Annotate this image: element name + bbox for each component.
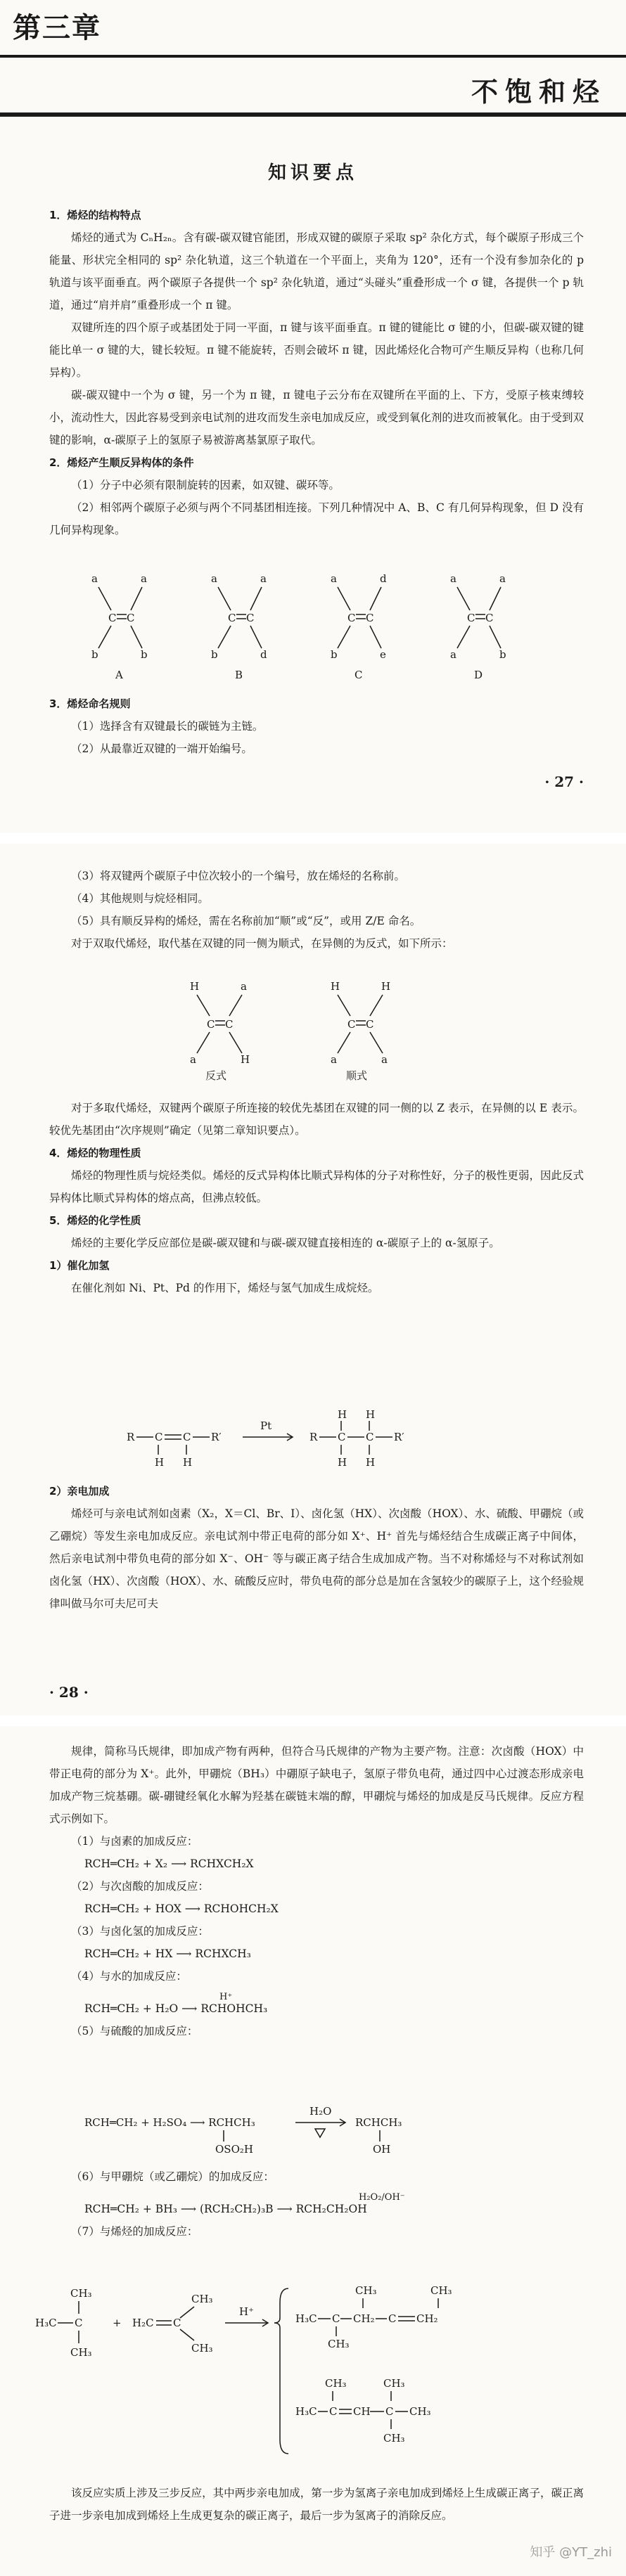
- paragraph: 烯烃的通式为 CₙH₂ₙ。含有碳-碳双键官能团，形成双键的碳原子采取 sp² 杂化方式，每个碳原子形成三个能量、形状完全相同的 sp² 杂化轨道，这三个轨道在一个平面上，夹角为 120°，还有一个没有参加杂化的 p 轨道与该平面垂直。两个碳原子各提供一个 sp² 杂化轨道，通过“头碰头”重叠形成一个 σ 键，各提供一个 p 轨道，通过“肩并肩”重叠形成一个 π 键。: [49, 231, 584, 311]
- svg-text:C: C: [385, 2405, 394, 2418]
- page3-body-3: [49, 2482, 584, 2527]
- svg-text:H₃C: H₃C: [35, 2317, 57, 2329]
- svg-text:a: a: [190, 1053, 196, 1066]
- svg-text:a: a: [91, 572, 98, 585]
- watermark: 知乎 @YT_zhi: [530, 2545, 612, 2560]
- svg-text:R′: R′: [394, 1431, 404, 1443]
- page1-body-2: [49, 693, 584, 760]
- sulfuric-substituent: OSO₂H: [215, 2143, 253, 2156]
- reaction-title: （5）与硫酸的加成反应：: [71, 2025, 198, 2037]
- svg-text:H₃C: H₃C: [295, 2405, 317, 2418]
- molecule-a: [91, 572, 148, 681]
- reaction-title: （2）与次卤酸的加成反应：: [71, 1880, 209, 1893]
- svg-text:H: H: [190, 980, 200, 993]
- svg-text:CH₃: CH₃: [328, 2338, 350, 2350]
- svg-text:a: a: [211, 572, 217, 585]
- header-rule-thick: [0, 112, 626, 117]
- cis-label: 顺式: [346, 1069, 368, 1082]
- svg-text:C: C: [127, 612, 135, 624]
- reaction-title: （4）与水的加成反应：: [71, 1970, 187, 1983]
- paragraph: （2）从最靠近双键的一端开始编号。: [71, 742, 253, 755]
- paragraph: 对于多取代烯烃，双键两个碳原子所连接的较优先基团在双键的同一侧的以 Z 表示，在异侧的以 E 表示。较优先基团由“次序规则”确定（见第二章知识要点）。: [49, 1102, 584, 1137]
- svg-text:C: C: [173, 2317, 181, 2329]
- svg-text:C: C: [347, 1018, 356, 1031]
- svg-text:C: C: [108, 612, 117, 624]
- product-substituent: OH: [373, 2143, 391, 2156]
- cis-trans-figure: [0, 977, 626, 1083]
- page2-body: [49, 865, 584, 955]
- svg-text:a: a: [331, 572, 337, 585]
- paragraph: （5）具有顺反异构的烯烃，需在名称前加“顺”或“反”，或用 Z/E 命名。: [71, 915, 421, 927]
- paragraph: 该反应实质上涉及三步反应，其中两步亲电加成，第一步为氢离子亲电加成到烯烃上生成碳正离子，碳正离子进一步亲电加成到烯烃上生成更复杂的碳正离子，最后一步为氢离子的消除反应。: [49, 2487, 584, 2522]
- svg-text:b: b: [499, 648, 506, 661]
- svg-text:b: b: [211, 648, 218, 661]
- paragraph: （1）分子中必须有限制旋转的因素，如双键、碳环等。: [71, 479, 340, 491]
- heading-hydrogenation: 1）催化加氢: [49, 1259, 110, 1272]
- svg-text:CH₃: CH₃: [355, 2284, 377, 2297]
- sulfuric-product: RCHCH₃: [355, 2116, 402, 2129]
- svg-text:H: H: [338, 1456, 347, 1469]
- heading-electrophilic-addition: 2）亲电加成: [49, 1485, 110, 1498]
- svg-text:b: b: [141, 648, 148, 661]
- paragraph: （2）相邻两个碳原子必须与两个不同基团相连接。下列几种情况中 A、B、C 有几何异构现象，但 D 没有几何异构现象。: [49, 501, 584, 536]
- page3-body-2: [49, 2165, 584, 2243]
- page-28: [0, 844, 626, 1715]
- paragraph: 烯烃的物理性质与烷烃类似。烯烃的反式异构体比顺式异构体的分子对称性好，分子的极性更弱，因此反式异构体比顺式异构体的熔点高，但沸点较低。: [49, 1169, 584, 1204]
- reaction-title: （7）与烯烃的加成反应：: [71, 2225, 198, 2238]
- svg-text:H: H: [331, 980, 340, 993]
- page3-body: [49, 1740, 584, 2042]
- svg-text:C: C: [228, 612, 236, 624]
- svg-text:R: R: [127, 1431, 135, 1443]
- svg-text:e: e: [380, 648, 386, 661]
- svg-text:a: a: [141, 572, 147, 585]
- svg-text:CH₃: CH₃: [325, 2377, 347, 2390]
- heading-isomer-conditions: 2．烯烃产生顺反异构体的条件: [49, 456, 194, 469]
- svg-text:+: +: [113, 2317, 122, 2329]
- svg-text:C: C: [485, 612, 494, 624]
- paragraph: 在催化剂如 Ni、Pt、Pd 的作用下，烯烃与氢气加成生成烷烃。: [71, 1282, 379, 1294]
- label-b: B: [235, 669, 243, 681]
- svg-text:a: a: [260, 572, 267, 585]
- svg-text:a: a: [450, 648, 456, 661]
- product-2: [295, 2377, 431, 2445]
- svg-text:H: H: [381, 980, 391, 993]
- svg-text:CH₃: CH₃: [191, 2342, 213, 2355]
- page-separator: [0, 1715, 626, 1726]
- product-1: [295, 2284, 452, 2350]
- heading-chemical-properties: 5．烯烃的化学性质: [49, 1214, 141, 1227]
- svg-text:a: a: [450, 572, 456, 585]
- chapter-label: 第三章: [13, 12, 101, 44]
- label-c: C: [354, 669, 363, 681]
- dimerization-equation: [0, 2281, 626, 2471]
- paragraph: 双键所连的四个原子或基团处于同一平面，π 键与该平面垂直。π 键的键能比 σ 键的小，但碳-碳双键的键能比单一 σ 键的大，键长较短。π 键不能旋转，否则会破坏 π 键，因此烯烃化合物可产生顺反异构（也称几何异构）。: [49, 321, 584, 379]
- page-29: [0, 1726, 626, 2576]
- svg-text:CH₃: CH₃: [383, 2377, 405, 2390]
- reaction-equation: [49, 1988, 584, 2020]
- reaction-equation: RCH═CH₂ + X₂ ⟶ RCHXCH₂X: [84, 1857, 254, 1870]
- trans-structure: [190, 980, 250, 1082]
- svg-text:R′: R′: [211, 1431, 222, 1443]
- section-title: 知识要点: [267, 162, 358, 183]
- svg-text:d: d: [260, 648, 267, 661]
- reaction-equation: RCH═CH₂ + HX ⟶ RCHXCH₃: [84, 1947, 251, 1960]
- svg-text:C: C: [207, 1018, 215, 1031]
- svg-text:C: C: [366, 1431, 374, 1443]
- reaction-equation: RCH═CH₂ + HOX ⟶ RCHOHCH₂X: [84, 1902, 279, 1915]
- acid-catalyst-label: H⁺: [219, 1992, 233, 2002]
- heading-structure: 1．烯烃的结构特点: [49, 209, 141, 221]
- catalyst-label: Pt: [260, 1419, 272, 1432]
- svg-text:C: C: [366, 1018, 374, 1031]
- hydroboration-equation: RCH═CH₂ + BH₃ ⟶ (RCH₂CH₂)₃B ⟶ RCH₂CH₂OH: [84, 2203, 367, 2215]
- svg-text:H: H: [366, 1456, 376, 1469]
- svg-text:C: C: [329, 2405, 338, 2418]
- paragraph: （3）将双键两个碳原子中位次较小的一个编号，放在烯烃的名称前。: [71, 870, 405, 882]
- svg-text:C: C: [388, 2312, 397, 2325]
- sulfuric-acid-equation: [0, 2102, 626, 2158]
- svg-text:a: a: [381, 1053, 388, 1066]
- svg-text:H: H: [366, 1410, 376, 1421]
- svg-text:b: b: [331, 648, 338, 661]
- reaction-title: （6）与甲硼烷（或乙硼烷）的加成反应：: [71, 2170, 274, 2183]
- svg-text:CH₂: CH₂: [416, 2312, 438, 2325]
- paragraph: 碳-碳双键中一个为 σ 键，另一个为 π 键，π 键电子云分布在双键所在平面的上、下方，受原子核束缚较小，流动性大，因此容易受到亲电试剂的进攻而发生亲电加成反应，或受到氧化剂的进攻而被氧化。由于受到双键的影响，α-碳原子上的氢原子易被游离基氯原子取代。: [49, 389, 584, 446]
- molecule-c: [331, 572, 387, 681]
- svg-text:CH₃: CH₃: [70, 2346, 92, 2359]
- svg-text:H: H: [338, 1410, 347, 1421]
- heading-naming-rules: 3．烯烃命名规则: [49, 697, 131, 710]
- svg-text:b: b: [91, 648, 98, 661]
- svg-text:C: C: [467, 612, 475, 624]
- water-addition-equation: RCH═CH₂ + H₂O ⟶ RCHOHCH₃: [84, 2002, 268, 2015]
- svg-text:C: C: [246, 612, 255, 624]
- svg-text:C: C: [332, 2312, 340, 2325]
- chapter-title: 不饱和烃: [471, 77, 606, 108]
- paragraph: 烯烃的主要化学反应部位是碳-碳双键和与碳-碳双键直接相连的 α-碳原子上的 α-氢原子。: [71, 1237, 500, 1249]
- isomer-structures-figure: [0, 569, 626, 682]
- svg-text:H: H: [183, 1456, 193, 1469]
- paragraph: 规律，简称马氏规律，即加成产物有两种，但符合马氏规律的产物为主要产物。注意：次卤酸（HOX）中带正电荷的部分为 X⁺。此外，甲硼烷（BH₃）中硼原子缺电子，氢原子带负电荷，通过四中心过渡态形成亲电加成产物三烷基硼。碳-硼键经氧化水解为羟基在碳链末端的醇，甲硼烷与烯烃的加成是反马氏规律。反应方程式示例如下。: [49, 1745, 584, 1825]
- isobutene-1: [35, 2287, 92, 2359]
- svg-text:CH₃: CH₃: [70, 2287, 92, 2300]
- label-a: A: [115, 669, 123, 681]
- cis-structure: [331, 980, 390, 1082]
- reaction-equation: [49, 2188, 584, 2220]
- reaction-title: （1）与卤素的加成反应：: [71, 1835, 198, 1848]
- svg-text:CH₃: CH₃: [430, 2284, 452, 2297]
- page-27: [0, 0, 626, 833]
- svg-text:C: C: [225, 1018, 234, 1031]
- heading-physical-properties: 4．烯烃的物理性质: [49, 1147, 141, 1159]
- molecule-b: [211, 572, 267, 681]
- paragraph: 对于双取代烯烃，取代基在双键的同一侧为顺式，在异侧的为反式，如下所示：: [71, 937, 453, 950]
- svg-text:C: C: [75, 2317, 83, 2329]
- svg-text:CH₂: CH₂: [353, 2312, 375, 2325]
- svg-text:d: d: [380, 572, 387, 585]
- page2-body-3: [49, 1480, 584, 1615]
- page-number: · 27 ·: [544, 773, 584, 790]
- page1-body: [49, 204, 584, 541]
- molecule-d: [450, 572, 506, 681]
- svg-text:CH₃: CH₃: [383, 2432, 405, 2445]
- svg-text:C: C: [338, 1431, 346, 1443]
- svg-text:CH₃: CH₃: [409, 2405, 431, 2418]
- svg-text:C: C: [183, 1431, 191, 1443]
- svg-text:a: a: [331, 1053, 337, 1066]
- svg-text:a: a: [499, 572, 506, 585]
- svg-text:a: a: [241, 980, 247, 993]
- svg-text:H: H: [155, 1456, 165, 1469]
- sulfuric-left: RCH═CH₂ + H₂SO₄ ⟶ RCHCH₃: [84, 2116, 255, 2129]
- svg-text:C: C: [366, 612, 374, 624]
- svg-text:H₃C: H₃C: [295, 2312, 317, 2325]
- reaction-title: （3）与卤化氢的加成反应：: [71, 1925, 209, 1938]
- paragraph: （4）其他规则与烷烃相同。: [71, 892, 209, 905]
- hydrolysis-label: H₂O: [309, 2105, 332, 2118]
- hydrogenation-equation: [0, 1410, 626, 1473]
- svg-text:R: R: [309, 1431, 318, 1443]
- svg-text:H: H: [241, 1053, 250, 1066]
- svg-text:H₂C: H₂C: [132, 2317, 154, 2329]
- paragraph: 烯烃可与亲电试剂如卤素（X₂，X＝Cl、Br、I）、卤化氢（HX）、次卤酸（HOX）、水、硫酸、甲硼烷（或乙硼烷）等发生亲电加成反应。亲电试剂中带正电荷的部分如 X⁺、H⁺ 首先与烯烃结合生成碳正离子中间体，然后亲电试剂中带负电荷的部分如 X⁻、OH⁻ 等与碳正离子结合生成加成产物。当不对称烯烃与不对称试剂如卤化氢（HX）、次卤酸（HOX）、水、硫酸反应时，带负电荷的部分总是加在含氢较少的碳原子上，这个经验规律叫做马尔可夫尼可夫: [49, 1507, 584, 1610]
- svg-text:CH₃: CH₃: [191, 2293, 213, 2305]
- page2-body-2: [49, 1097, 584, 1299]
- page-number: · 28 ·: [49, 1684, 89, 1701]
- svg-text:C: C: [347, 612, 356, 624]
- paragraph: （1）选择含有双键最长的碳链为主链。: [71, 720, 264, 733]
- oxidation-label: H₂O₂/OH⁻: [359, 2192, 405, 2203]
- svg-text:C: C: [155, 1431, 163, 1443]
- header-rule: [0, 55, 626, 58]
- page-separator: [0, 833, 626, 844]
- dimer-catalyst: H⁺: [239, 2305, 254, 2318]
- label-d: D: [474, 669, 483, 681]
- trans-label: 反式: [205, 1069, 227, 1082]
- isobutene-2: [132, 2293, 213, 2355]
- svg-text:CH: CH: [353, 2405, 371, 2418]
